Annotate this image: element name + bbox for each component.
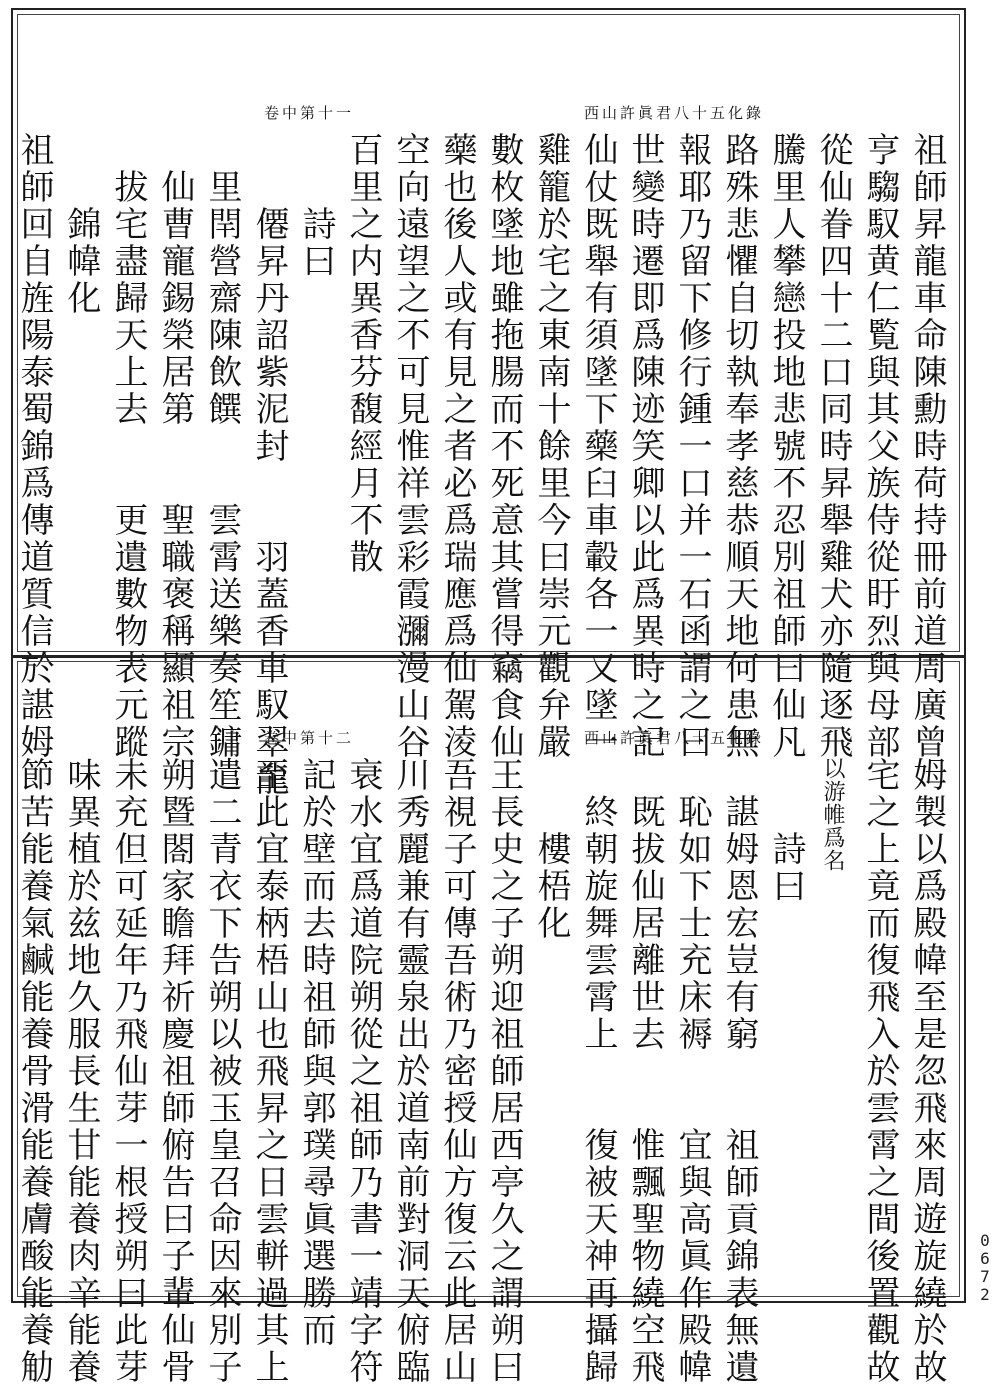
- text-column: 川秀麗兼有靈泉出於道南前對洞天俯臨: [390, 757, 430, 1386]
- lower-header-title: 西山許眞君八十五化錄: [583, 729, 764, 747]
- text-column: 雞籠於宅之東南十餘里今曰崇元觀弁嚴: [531, 132, 571, 761]
- lower-header-volume: 卷中第十二: [263, 729, 354, 747]
- page-number-text: 0 6 7 2: [980, 1231, 990, 1304]
- poem-line: 終朝旋舞雲霄上 復被天神再攝歸: [578, 757, 618, 1386]
- text-column: 祖師昇龍車命陳勳時荷持冊前道周廣曾: [907, 132, 947, 761]
- text-column: 記於壁而去時祖師與郭璞尋眞選勝而: [296, 757, 336, 1349]
- poem-line: 僊昇丹詔紫泥封 羽蓋香車馭翠龍: [249, 132, 289, 798]
- text-column: 衰水宜爲道院朔從之祖師乃書一靖字符: [343, 757, 383, 1386]
- text-column: 亨騶馭黄仁覧與其父族侍從盱烈與母部: [860, 132, 900, 761]
- poem-line: 里閈營齋陳飲饌 雲霄送樂奏笙鏞: [202, 132, 242, 761]
- poem-line: 拔宅盡歸天上去 更遺數物表元蹤: [108, 132, 148, 761]
- poem-line: 既拔仙居離世去 惟飄聖物繞空飛: [625, 757, 665, 1386]
- text-column: 從仙眷四十二口同時昇舉雞犬亦隨逐飛: [813, 132, 853, 761]
- text-column: 遣二青衣下告朔以被玉皇召命因來別子: [202, 757, 242, 1386]
- page-number: [978, 1232, 992, 1304]
- text-column: 以游帷爲名: [820, 757, 845, 872]
- lower-running-header: [13, 727, 964, 751]
- text-column: 數枚墜地雖拖腸而不死意其嘗得竊食仙: [484, 132, 524, 761]
- lower-text-columns: [14, 757, 950, 1386]
- upper-running-header: [13, 102, 964, 126]
- section-heading: 詩曰: [766, 757, 806, 905]
- text-column: 吾視子可傳吾術乃密授仙方復云此居山: [437, 757, 477, 1386]
- text-column: 騰里人攀戀投地悲號不忍別祖師曰仙凡: [766, 132, 806, 761]
- upper-header-title: 西山許眞君八十五化錄: [583, 104, 764, 122]
- text-column: 宅之上竟而復飛入於雲霄之間後置觀故: [860, 757, 900, 1386]
- text-column: 空向遠望之不可見惟祥雲彩霞瀰漫山谷: [390, 132, 430, 761]
- poem-line: 仙曹寵錫榮居第 聖職褒稱顯祖宗: [155, 132, 195, 761]
- text-column: 藥也後人或有見之者必爲瑞應爲仙駕淩: [437, 132, 477, 761]
- text-column: 至此宜泰柄梧山也飛昇之日雲軿過其上: [249, 757, 289, 1386]
- text-column: 王長史之子朔迎祖師居西亭久之謂朔曰: [484, 757, 524, 1386]
- text-column: 世變時遷即爲陳迹笑卿以此爲異時之記: [625, 132, 665, 761]
- upper-header-volume: 卷中第十一: [263, 104, 354, 122]
- text-column: 節苦能養氣鹹能養骨滑能養膚酸能養觔: [14, 757, 54, 1386]
- text-column: 未充但可延年乃飛仙芽一根授朔曰此芽: [108, 757, 148, 1386]
- text-column: 路殊悲懼自切執奉孝慈恭順天地何患無: [719, 132, 759, 761]
- text-column: 報耶乃留下修行鍾一口并一石函謂之曰: [672, 132, 712, 761]
- text-column: 祖師回自旌陽泰蜀錦爲傳道質信於諶姆: [14, 132, 54, 761]
- poem-line: 恥如下士充床褥 宜與高眞作殿幃: [672, 757, 712, 1386]
- text-column: 仙仗既舉有須墜下藥臼車轂各一又墜一: [578, 132, 618, 761]
- section-heading: 詩曰: [296, 132, 336, 280]
- lower-page-frame: [11, 655, 966, 1386]
- text-column: 百里之内異香芬馥經月不散: [343, 132, 383, 576]
- section-heading: 樓梧化: [531, 757, 571, 942]
- text-column: 姆製以爲殿幃至是忽飛來周遊旋繞於故: [907, 757, 947, 1386]
- text-column: 味異植於兹地久服長生甘能養肉辛能養: [61, 757, 101, 1386]
- poem-line: 諶姆恩宏豈有窮 祖師貢錦表無遺: [719, 757, 759, 1386]
- section-heading: 錦幃化: [61, 132, 101, 317]
- text-column: 朔暨閤家瞻拜祈慶祖師俯告曰子輩仙骨: [155, 757, 195, 1386]
